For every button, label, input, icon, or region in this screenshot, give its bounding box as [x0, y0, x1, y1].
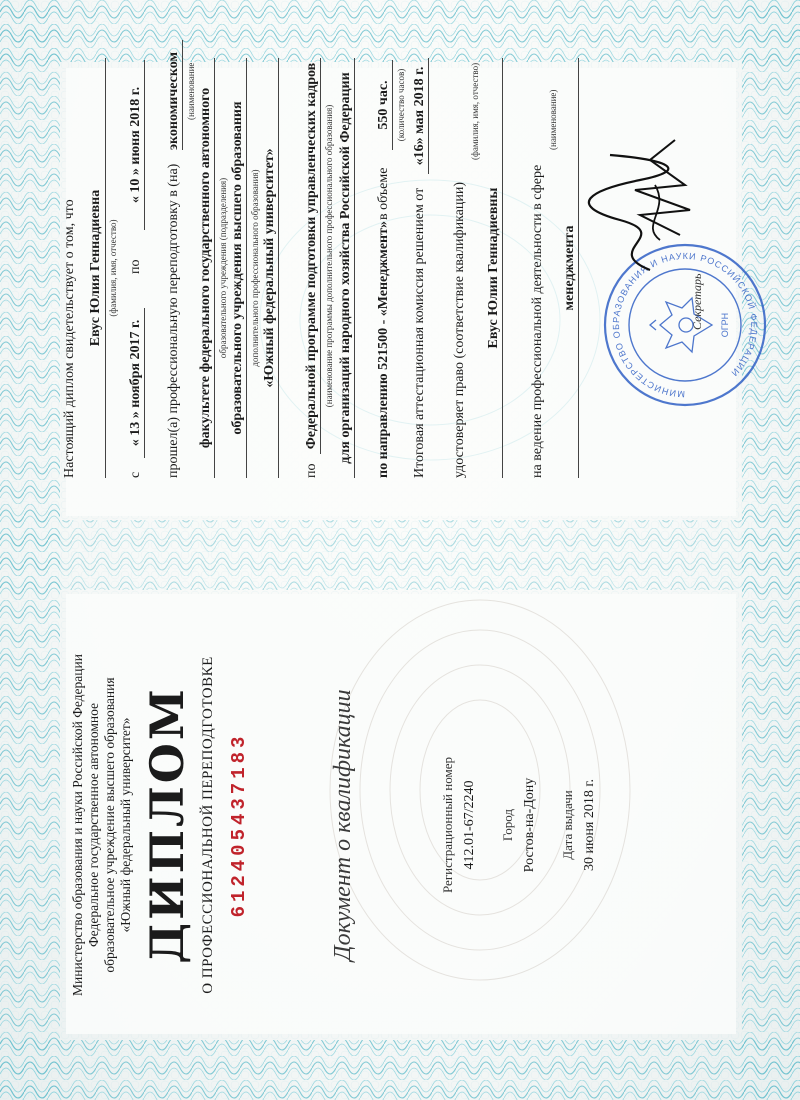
signature-mark-secondary: [620, 130, 710, 240]
program-prefix: по: [304, 463, 319, 478]
program-line-2: для организаций народного хозяйства Российской Федерации: [338, 58, 355, 478]
activity-text: на ведение профессиональной деятельности в сфере: [530, 164, 545, 478]
city-value: Ростов-на-Дону: [522, 777, 537, 873]
full-name-caption: (фамилия, имя, отчество): [108, 219, 118, 317]
org-line-1: факультете федерального государственного автономного: [198, 58, 215, 478]
ministry-line: Федеральное государственное автономное: [86, 703, 101, 948]
volume-prefix: в объеме: [376, 167, 391, 220]
ministry-line: «Южный федеральный университет»: [118, 717, 133, 933]
hours-caption: (количество часов): [396, 68, 406, 142]
to-prefix: по: [128, 259, 143, 274]
issue-date-value: 30 июня 2018 г.: [582, 778, 597, 872]
diploma-title: ДИПЛОМ: [140, 686, 194, 964]
reg-number-value: 412.01-67/2240: [462, 780, 477, 870]
hours-value: 550 час.: [376, 60, 393, 150]
reg-number-label: Регистрационный номер: [440, 757, 455, 893]
ministry-line: Министерство образования и науки Российской Федерации: [70, 654, 85, 996]
activity-value: менеджмента: [562, 58, 579, 478]
stamp-outer-text: МИНИСТЕРСТВО ОБРАЗОВАНИЯ И НАУКИ РОССИЙСКОЙ ФЕДЕРАЦИИ: [610, 250, 760, 400]
program-line-1: Федеральной программе подготовки управленческих кадров: [304, 58, 321, 454]
commission-date: «16» мая 2018 г.: [412, 58, 429, 174]
passed-text: прошел(а) профессиональную переподготовку в (на): [166, 163, 181, 478]
serial-number: 612405437183: [228, 732, 250, 918]
program-caption: (наименование программы дополнительного профессионального образования): [324, 104, 334, 408]
diploma-cover-page: [0, 550, 800, 1100]
ministry-line: образовательное учреждение высшего образования: [102, 677, 117, 973]
document-type: Документ о квалификации: [330, 689, 356, 961]
activity-caption: (наименование): [548, 89, 558, 150]
org-line-2: образовательного учреждения высшего образования: [230, 58, 247, 478]
intro-text: Настоящий диплом свидетельствует о том, что: [62, 199, 77, 478]
start-date: « 13 » ноября 2017 г.: [128, 308, 145, 458]
commission-text: Итоговая аттестационная комиссия решением от: [412, 187, 427, 478]
certifies-caption: (фамилия, имя, отчество): [470, 62, 480, 160]
secretary-label: Секретарь: [690, 273, 704, 330]
ministry-block: [70, 550, 134, 1100]
stamp-center-text: ОГРН: [720, 312, 730, 338]
org-caption-1: образовательного учреждения (подразделения): [218, 177, 228, 359]
from-prefix: с: [128, 471, 143, 478]
faculty-inline: экономическом: [166, 40, 183, 150]
certifies-text: удостоверяет право (соответствие квалификации): [452, 181, 467, 478]
name-genitive: Евус Юлии Геннадиевны: [486, 58, 503, 478]
end-date: « 10 » июня 2018 г.: [128, 60, 145, 230]
faculty-caption: (наименование: [186, 62, 196, 120]
diploma-subtitle: О ПРОФЕССИОНАЛЬНОЙ ПЕРЕПОДГОТОВКЕ: [200, 656, 216, 994]
full-name: Евус Юлия Геннадиевна: [88, 58, 106, 478]
org-line-3: «Южный федеральный университет»: [262, 58, 279, 478]
direction-text: по направлению 521500 - «Менеджмент»: [376, 220, 391, 478]
org-caption-2: дополнительного профессионального образования): [250, 169, 260, 367]
issue-date-label: Дата выдачи: [560, 790, 575, 860]
city-label: Город: [500, 808, 515, 842]
